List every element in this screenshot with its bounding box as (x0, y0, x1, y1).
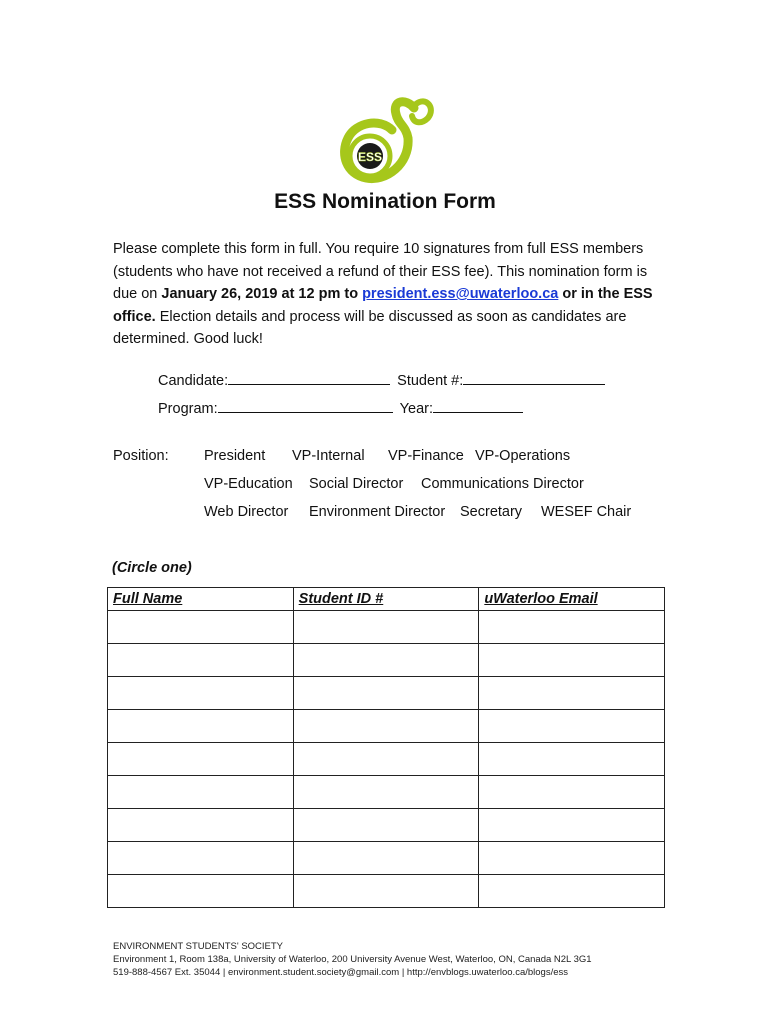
president-email-link[interactable]: president.ess@uwaterloo.ca (362, 286, 559, 302)
footer (113, 940, 592, 979)
name-cell[interactable] (108, 743, 294, 776)
table-row (108, 710, 665, 743)
student-id-cell[interactable] (293, 611, 479, 644)
email-cell[interactable] (479, 776, 665, 809)
email-cell[interactable] (479, 842, 665, 875)
table-row (108, 644, 665, 677)
email-cell[interactable] (479, 743, 665, 776)
footer-address: Environment 1, Room 138a, University of Waterloo, 200 University Avenue West, Waterloo, ON, Canada N2L 3G1 (113, 954, 592, 965)
intro-text-1: Please complete this form in full. You require 10 signatures from full ESS members (students who have not received a refund of their ESS fee). This nomination form is due on (113, 241, 648, 302)
name-cell[interactable] (108, 710, 294, 743)
table-row (108, 875, 665, 908)
student-id-cell[interactable] (293, 809, 479, 842)
position-vp-internal[interactable]: VP-Internal (292, 448, 365, 464)
name-cell[interactable] (108, 842, 294, 875)
circle-one-note: (Circle one) (112, 560, 192, 576)
student-no-field[interactable] (463, 370, 605, 385)
position-social-director[interactable]: Social Director (309, 476, 404, 492)
table-row (108, 776, 665, 809)
name-cell[interactable] (108, 611, 294, 644)
program-field[interactable] (218, 398, 393, 413)
table-row (108, 809, 665, 842)
program-label: Program: (158, 401, 218, 417)
header-email: uWaterloo Email (479, 588, 665, 611)
student-no-label: Student #: (397, 373, 464, 389)
student-id-cell[interactable] (293, 776, 479, 809)
position-president[interactable]: President (204, 448, 266, 464)
position-vp-finance[interactable]: VP-Finance (388, 448, 464, 464)
intro-paragraph (113, 238, 673, 351)
name-cell[interactable] (108, 644, 294, 677)
email-cell[interactable] (479, 809, 665, 842)
position-environment-director[interactable]: Environment Director (309, 504, 446, 520)
header-student-id: Student ID # (293, 588, 479, 611)
table-row (108, 677, 665, 710)
email-cell[interactable] (479, 644, 665, 677)
signature-rows (108, 611, 665, 908)
student-id-cell[interactable] (293, 644, 479, 677)
position-label: Position: (113, 448, 169, 464)
ess-logo (336, 94, 436, 188)
table-row (108, 842, 665, 875)
email-cell[interactable] (479, 875, 665, 908)
signature-table (107, 587, 665, 908)
program-row (158, 398, 523, 417)
candidate-label: Candidate: (158, 373, 229, 389)
table-row (108, 611, 665, 644)
name-cell[interactable] (108, 875, 294, 908)
table-header-row (108, 588, 665, 611)
intro-text-2: Election details and process will be discussed as soon as candidates are determined. Good luck! (113, 308, 627, 347)
position-vp-operations[interactable]: VP-Operations (475, 448, 571, 464)
student-id-cell[interactable] (293, 677, 479, 710)
office-note: or in the ESS office. (113, 286, 653, 325)
email-cell[interactable] (479, 611, 665, 644)
due-date: January 26, 2019 at 12 pm to (161, 286, 359, 302)
email-cell[interactable] (479, 710, 665, 743)
student-id-cell[interactable] (293, 875, 479, 908)
footer-contact: 519-888-4567 Ext. 35044 | environment.student.society@gmail.com | http://envblogs.uwaterloo.ca/blogs/ess (113, 967, 569, 978)
name-cell[interactable] (108, 809, 294, 842)
header-full-name: Full Name (108, 588, 294, 611)
year-field[interactable] (433, 398, 523, 413)
position-secretary[interactable]: Secretary (460, 504, 523, 520)
position-wesef-chair[interactable]: WESEF Chair (541, 504, 632, 520)
candidate-row (158, 370, 605, 389)
position-communications-director[interactable]: Communications Director (421, 476, 584, 492)
logo-text: ESS (357, 150, 383, 164)
student-id-cell[interactable] (293, 842, 479, 875)
position-web-director[interactable]: Web Director (204, 504, 289, 520)
student-id-cell[interactable] (293, 710, 479, 743)
position-vp-education[interactable]: VP-Education (204, 476, 293, 492)
footer-org-name: ENVIRONMENT STUDENTS' SOCIETY (113, 941, 284, 952)
student-id-cell[interactable] (293, 743, 479, 776)
table-row (108, 743, 665, 776)
page-title: ESS Nomination Form (274, 190, 496, 213)
year-label: Year: (399, 401, 433, 417)
name-cell[interactable] (108, 677, 294, 710)
email-cell[interactable] (479, 677, 665, 710)
name-cell[interactable] (108, 776, 294, 809)
candidate-field[interactable] (228, 370, 390, 385)
